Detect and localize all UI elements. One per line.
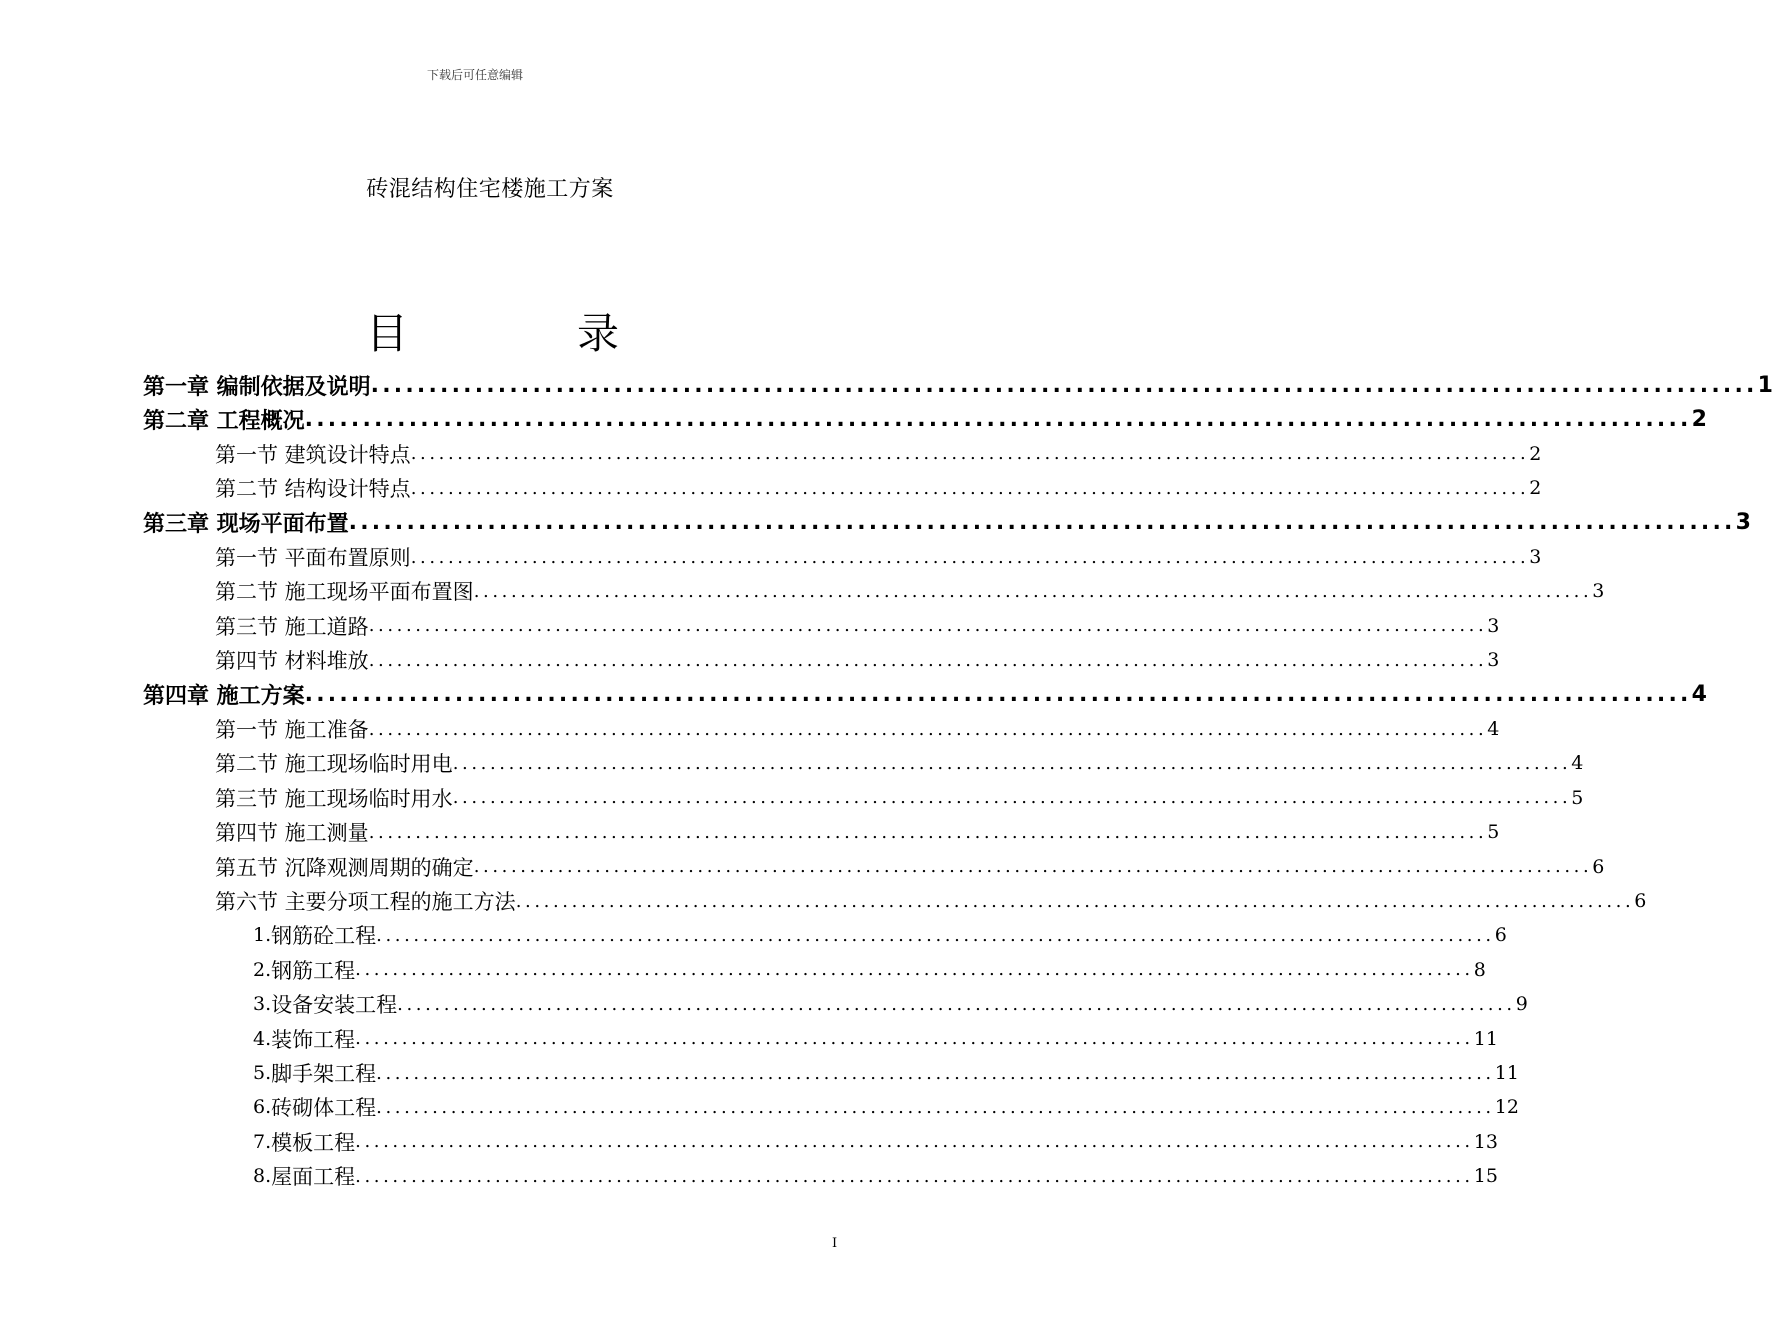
toc-entry[interactable]	[215, 471, 1542, 505]
toc-leader-dots: ........................................................................................................................	[368, 718, 1488, 740]
toc-leader-dots: ........................................................................................................................	[304, 682, 1692, 708]
toc-heading	[0, 306, 950, 366]
toc-entry-label: 第二节 结构设计特点	[215, 477, 411, 502]
toc-entry-page: 1	[1757, 372, 1773, 398]
toc-entry-label: 第五节 沉降观测周期的确定	[215, 855, 474, 880]
toc-entry-page: 2	[1529, 442, 1542, 465]
toc-entry-page: 5	[1571, 786, 1584, 809]
toc-entry-label: 第三章 现场平面布置	[143, 512, 349, 538]
toc-entry-label: 第二节 施工现场平面布置图	[215, 580, 474, 605]
toc-leader-dots: ........................................................................................................................	[304, 406, 1692, 432]
toc-entry[interactable]	[253, 987, 1528, 1021]
toc-entry-page: 3	[1487, 614, 1500, 637]
toc-entry-number: 6.	[253, 1096, 272, 1119]
toc-entry[interactable]	[215, 850, 1605, 884]
toc-entry-label: 脚手架工程	[271, 1062, 377, 1086]
toc-leader-dots: ........................................................................................................................	[410, 477, 1530, 499]
toc-leader-dots: ........................................................................................................................	[473, 580, 1593, 602]
toc-entry[interactable]	[215, 746, 1584, 780]
toc-entry-page: 3	[1529, 546, 1542, 568]
toc-entry-page: 9	[1515, 993, 1528, 1016]
toc-entry-page: 15	[1473, 1165, 1498, 1188]
toc-entry[interactable]	[253, 1125, 1498, 1159]
toc-entry[interactable]	[253, 1056, 1519, 1090]
header-note: 下载后可任意编辑	[426, 68, 523, 82]
toc-entry-page: 8	[1473, 958, 1486, 981]
toc-entry-number: 2.	[253, 958, 272, 981]
toc-entry-page: 2	[1529, 477, 1542, 500]
toc-entry-label: 钢筋砼工程	[271, 924, 377, 949]
toc-leader-dots: ........................................................................................................................	[376, 1096, 1495, 1118]
toc-entry-label: 第六节 主要分项工程的施工方法	[215, 890, 516, 914]
toc-leader-dots: ........................................................................................................................	[355, 1131, 1474, 1153]
toc-leader-dots: ........................................................................................................................	[452, 752, 1572, 774]
document-title: 砖混结构住宅楼施工方案	[366, 177, 614, 202]
toc-entry-label: 装饰工程	[271, 1027, 356, 1052]
toc-entry-label: 钢筋工程	[271, 958, 356, 983]
toc-entry-number: 5.	[253, 1062, 272, 1084]
toc-entry[interactable]	[253, 1159, 1498, 1193]
toc-entry-label: 设备安装工程	[271, 993, 398, 1018]
toc-entry-label: 第四节 施工测量	[215, 821, 369, 846]
toc-entry-page: 6	[1592, 855, 1605, 878]
toc-leader-dots: ........................................................................................................................	[397, 993, 1516, 1015]
toc-entry[interactable]	[215, 815, 1500, 849]
toc-entry-page: 3	[1592, 580, 1605, 603]
toc-entry[interactable]	[215, 884, 1647, 918]
toc-entry-page: 6	[1494, 924, 1507, 947]
toc-entry[interactable]	[215, 574, 1605, 608]
toc-entry-label: 第三节 施工道路	[215, 614, 369, 639]
toc-entry-page: 12	[1494, 1096, 1519, 1119]
toc-entry-number: 8.	[253, 1165, 272, 1188]
toc-leader-dots: ........................................................................................................................	[355, 1165, 1474, 1187]
toc-entry-label: 第四章 施工方案	[143, 684, 305, 710]
page-number-footer: I	[832, 1236, 838, 1251]
toc-leader-dots: ........................................................................................................................	[515, 890, 1635, 912]
toc-entry-label: 屋面工程	[271, 1165, 356, 1190]
toc-entry-page: 2	[1691, 406, 1707, 432]
toc-leader-dots: ........................................................................................................................	[410, 443, 1530, 465]
toc-entry-page: 4	[1691, 682, 1707, 708]
toc-entry[interactable]	[143, 402, 1707, 436]
toc-entry-label: 第二节 施工现场临时用电	[215, 752, 453, 777]
toc-leader-dots: ........................................................................................................................	[368, 649, 1488, 671]
toc-entry[interactable]	[215, 437, 1542, 471]
toc-leader-dots: ........................................................................................................................	[473, 856, 1593, 878]
toc-entry[interactable]	[143, 678, 1707, 712]
toc-entry-page: 6	[1634, 890, 1647, 912]
toc-leader-dots: ........................................................................................................................	[368, 821, 1488, 843]
toc-leader-dots: ........................................................................................................................	[376, 1062, 1495, 1084]
toc-leader-dots: ........................................................................................................................	[410, 546, 1530, 568]
toc-entry[interactable]	[215, 781, 1584, 815]
toc-entry[interactable]	[215, 643, 1500, 677]
toc-entry-number: 7.	[253, 1130, 272, 1153]
toc-entry-label: 第一节 建筑设计特点	[215, 442, 411, 467]
toc-entry-page: 4	[1487, 718, 1500, 740]
toc-entry-page: 3	[1487, 649, 1500, 672]
toc-entry[interactable]	[143, 368, 1773, 402]
toc-entry-page: 11	[1473, 1027, 1498, 1050]
toc-leader-dots: ........................................................................................................................	[355, 1028, 1474, 1050]
toc-entry-page: 4	[1571, 752, 1584, 775]
toc-entry-page: 13	[1473, 1130, 1498, 1153]
toc-entry-number: 1.	[253, 924, 272, 947]
toc-entry[interactable]	[215, 540, 1542, 574]
toc-entry-label: 第一章 编制依据及说明	[143, 374, 371, 400]
toc-entry[interactable]	[253, 918, 1507, 952]
toc-entry[interactable]	[253, 1090, 1519, 1124]
toc-entry-label: 砖砌体工程	[271, 1096, 377, 1121]
toc-entry-page: 3	[1735, 510, 1751, 536]
toc-entry[interactable]	[143, 506, 1751, 540]
toc-leader-dots: ........................................................................................................................	[348, 510, 1736, 536]
toc-entry-number: 4.	[253, 1027, 272, 1050]
toc-leader-dots: ........................................................................................................................	[370, 372, 1758, 398]
toc-entry[interactable]	[253, 953, 1486, 987]
toc-entry-number: 3.	[253, 993, 272, 1016]
toc-leader-dots: ........................................................................................................................	[355, 959, 1474, 981]
toc-entry-label: 第三节 施工现场临时用水	[215, 786, 453, 811]
toc-entry[interactable]	[215, 712, 1500, 746]
toc-entry-page: 5	[1487, 821, 1500, 844]
toc-entry-page: 11	[1494, 1062, 1519, 1084]
toc-heading-char-1: 目	[366, 309, 409, 358]
toc-heading-char-2: 录	[577, 309, 620, 358]
toc-entry-label: 第一节 施工准备	[215, 718, 369, 742]
toc-entry-label: 第二章 工程概况	[143, 408, 305, 434]
toc-entry[interactable]	[253, 1022, 1498, 1056]
toc-leader-dots: ........................................................................................................................	[376, 924, 1495, 946]
toc-entry-label: 第一节 平面布置原则	[215, 546, 411, 570]
toc-leader-dots: ........................................................................................................................	[368, 615, 1488, 637]
toc-entry[interactable]	[215, 609, 1500, 643]
toc-entry-label: 模板工程	[271, 1130, 356, 1155]
toc-entry-label: 第四节 材料堆放	[215, 649, 369, 674]
toc-leader-dots: ........................................................................................................................	[452, 787, 1572, 809]
